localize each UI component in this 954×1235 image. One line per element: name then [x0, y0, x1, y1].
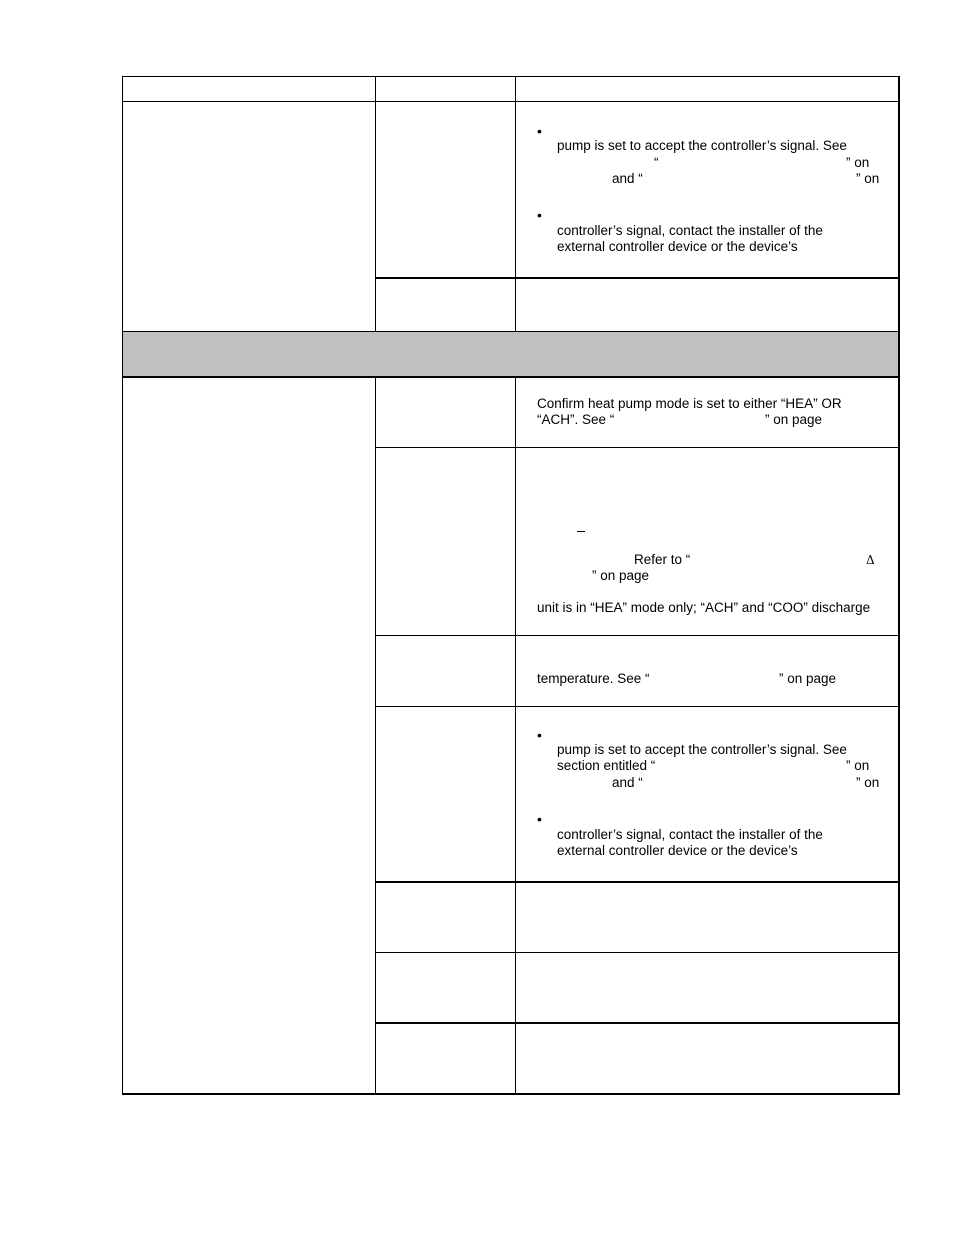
- r1-line-a: pump is set to accept the controller’s signal. See: [557, 138, 847, 153]
- r5-line-a-open: temperature. See “: [537, 671, 650, 686]
- col-divider-1-bottom: [375, 377, 376, 1094]
- row-divider-d: [375, 706, 900, 707]
- row-divider-f: [375, 952, 900, 953]
- delta-symbol: Δ: [866, 553, 875, 567]
- row-divider-a: [375, 277, 900, 279]
- col-divider-1-top: [375, 76, 376, 332]
- table-border-top: [122, 76, 900, 77]
- row-divider-b: [375, 447, 900, 448]
- section-header-band: [123, 332, 899, 377]
- bullet-6b: •: [537, 811, 542, 827]
- r1-line-b-open: “: [654, 155, 659, 170]
- r6-line-e: external controller device or the device’s: [557, 843, 798, 858]
- row-divider-g: [375, 1022, 900, 1024]
- bullet-6a: •: [537, 727, 542, 743]
- r6-line-a: pump is set to accept the controller’s signal. See: [557, 742, 847, 757]
- r6-line-c-open: and “: [612, 775, 643, 790]
- table-border-right: [898, 76, 900, 1095]
- r1-line-e: external controller device or the device’s: [557, 239, 798, 254]
- r6-line-b-open: section entitled “: [557, 758, 656, 773]
- r1-line-c-close: ” on: [856, 171, 880, 186]
- band-top-border: [122, 331, 900, 332]
- r4-line-b: ” on page: [592, 568, 650, 583]
- band-bottom-border: [122, 376, 900, 378]
- r6-line-d: controller’s signal, contact the installer of the: [557, 827, 823, 842]
- r1-line-d: controller’s signal, contact the installer of the: [557, 223, 823, 238]
- r1-line-c-open: and “: [612, 171, 643, 186]
- r4-line-c: unit is in “HEA” mode only; “ACH” and “COO” discharge: [537, 600, 871, 615]
- table-border-left: [122, 76, 123, 1095]
- r3-line-b-open: “ACH”. See “: [537, 412, 615, 427]
- r6-line-b-close: ” on: [846, 758, 870, 773]
- r6-line-c-close: ” on: [856, 775, 880, 790]
- r5-line-a-close: ” on page: [779, 671, 837, 686]
- col-divider-2-top: [515, 76, 516, 332]
- table-border-bottom: [122, 1093, 900, 1095]
- col-divider-2-bottom: [515, 377, 516, 1094]
- r3-line-a: Confirm heat pump mode is set to either “HEA” OR: [537, 396, 842, 411]
- row-divider-e: [375, 881, 900, 883]
- header-divider: [122, 101, 900, 102]
- bullet-1a: •: [537, 123, 542, 139]
- row-divider-c: [375, 635, 900, 636]
- r4-line-a-open: Refer to “: [634, 552, 691, 567]
- dash-mark: [577, 531, 585, 532]
- r1-line-b-close: ” on: [846, 155, 870, 170]
- bullet-1b: •: [537, 207, 542, 223]
- r3-line-b-close: ” on page: [765, 412, 823, 427]
